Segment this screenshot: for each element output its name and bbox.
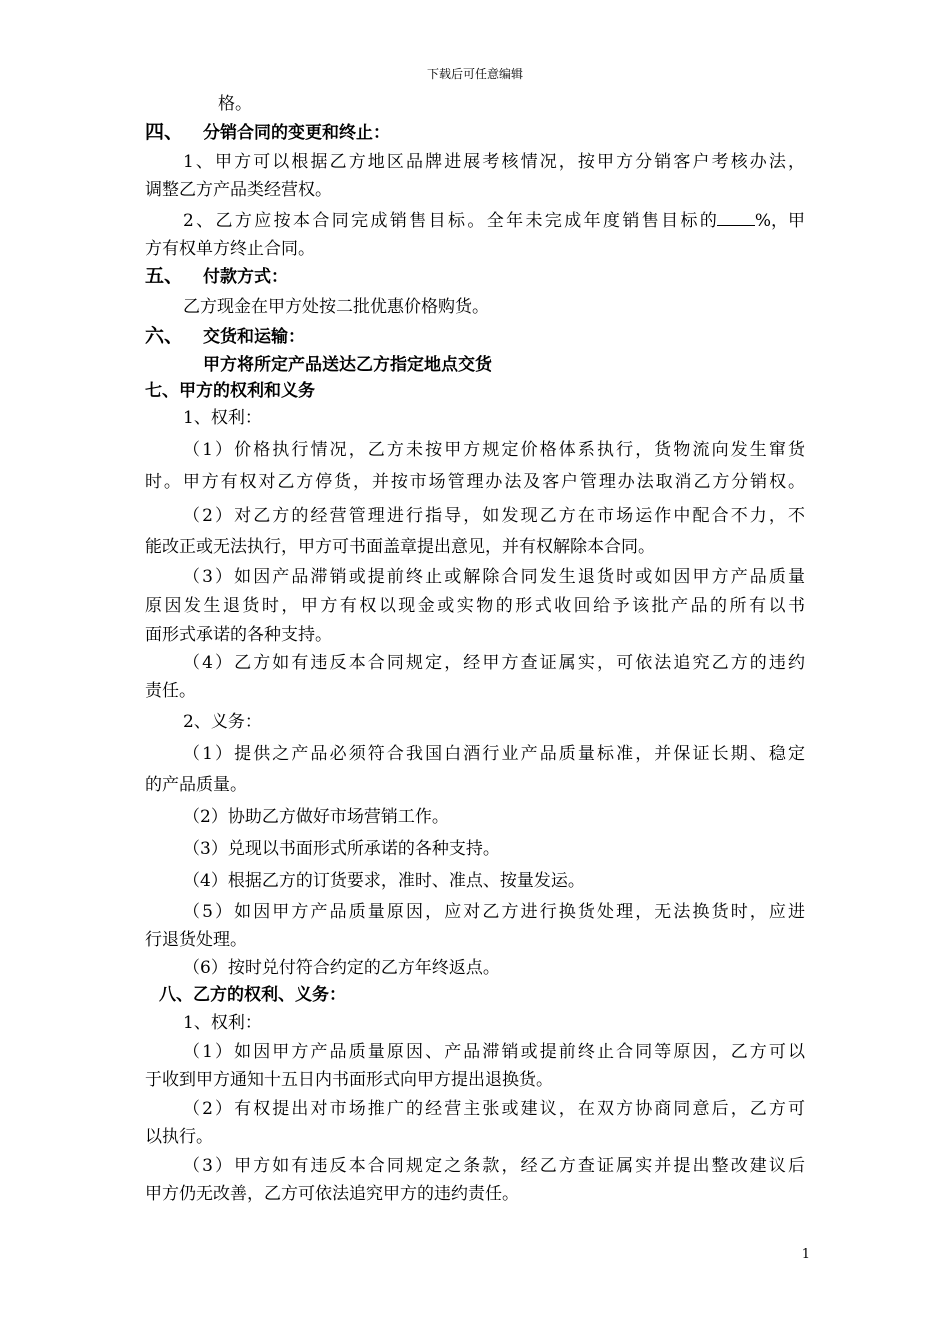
text-line: （4）乙方如有违反本合同规定，经甲方查证属实，可依法追究乙方的违约 — [183, 653, 805, 673]
subsection-label: 1、权利： — [183, 408, 262, 428]
text-line: （2）协助乙方做好市场营销工作。 — [183, 807, 449, 827]
text-line: 格。 — [218, 94, 252, 114]
section-heading-4 — [145, 121, 390, 144]
section-number: 六、 — [145, 325, 184, 347]
text-line: 甲方仍无改善，乙方可依法追究甲方的违约责任。 — [145, 1184, 519, 1204]
section-heading-5 — [145, 265, 288, 288]
section-number: 四、 — [145, 121, 184, 143]
text-line — [183, 210, 805, 232]
section-title: 分销合同的变更和终止： — [203, 123, 390, 143]
text-line: 乙方现金在甲方处按二批优惠价格购货。 — [183, 297, 489, 317]
subsection-label: 2、义务： — [183, 712, 262, 732]
section-title: 交货和运输： — [203, 327, 305, 347]
text-line: （1）价格执行情况，乙方未按甲方规定价格体系执行，货物流向发生窜货 — [183, 440, 805, 460]
text-line: （5）如因甲方产品质量原因，应对乙方进行换货处理，无法换货时，应进 — [183, 902, 805, 922]
page-header: 下载后可任意编辑 — [426, 67, 523, 81]
text-line: （3）兑现以书面形式所承诺的各种支持。 — [183, 839, 500, 859]
text-line: 调整乙方产品类经营权。 — [145, 180, 332, 200]
subsection-label: 1、权利： — [183, 1013, 262, 1033]
text-line: （2）对乙方的经营管理进行指导，如发现乙方在市场运作中配合不力，不 — [183, 506, 805, 526]
fill-in-blank — [717, 210, 755, 226]
text-line: 1、甲方可以根据乙方地区品牌进展考核情况，按甲方分销客户考核办法， — [183, 152, 805, 172]
text-line: 的产品质量。 — [145, 775, 247, 795]
text-line: 方有权单方终止合同。 — [145, 239, 315, 259]
text-line: （3）如因产品滞销或提前终止或解除合同发生退货时或如因甲方产品质量 — [183, 567, 805, 587]
text-line: 时。甲方有权对乙方停货，并按市场管理办法及客户管理办法取消乙方分销权。 — [145, 472, 805, 492]
text-line: （1）提供之产品必须符合我国白酒行业产品质量标准，并保证长期、稳定 — [183, 744, 805, 764]
text-line: （3）甲方如有违反本合同规定之条款，经乙方查证属实并提出整改建议后 — [183, 1156, 805, 1176]
section-heading-8: 八、乙方的权利、义务： — [159, 985, 346, 1005]
section-heading-6 — [145, 325, 305, 348]
text-segment: %，甲 — [754, 211, 805, 231]
text-segment: 2、乙方应按本合同完成销售目标。全年未完成年度销售目标的 — [183, 211, 717, 231]
section-number: 五、 — [145, 265, 184, 287]
text-line: （6）按时兑付符合约定的乙方年终返点。 — [183, 958, 500, 978]
text-line: 行退货处理。 — [145, 930, 247, 950]
text-line-bold: 甲方将所定产品送达乙方指定地点交货 — [203, 355, 492, 375]
text-line: 原因发生退货时，甲方有权以现金或实物的形式收回给予该批产品的所有以书 — [145, 596, 805, 616]
text-line: 以执行。 — [145, 1127, 213, 1147]
section-title: 付款方式： — [203, 267, 288, 287]
text-line: （2）有权提出对市场推广的经营主张或建议，在双方协商同意后，乙方可 — [183, 1099, 805, 1119]
text-line: 于收到甲方通知十五日内书面形式向甲方提出退换货。 — [145, 1070, 553, 1090]
page-number: 1 — [801, 1247, 810, 1262]
text-line: 面形式承诺的各种支持。 — [145, 625, 332, 645]
section-heading-7: 七、甲方的权利和义务 — [145, 381, 315, 401]
text-line: 能改正或无法执行，甲方可书面盖章提出意见，并有权解除本合同。 — [145, 537, 655, 557]
text-line: （4）根据乙方的订货要求，准时、准点、按量发运。 — [183, 871, 585, 891]
text-line: （1）如因甲方产品质量原因、产品滞销或提前终止合同等原因，乙方可以 — [183, 1042, 805, 1062]
text-line: 责任。 — [145, 681, 196, 701]
